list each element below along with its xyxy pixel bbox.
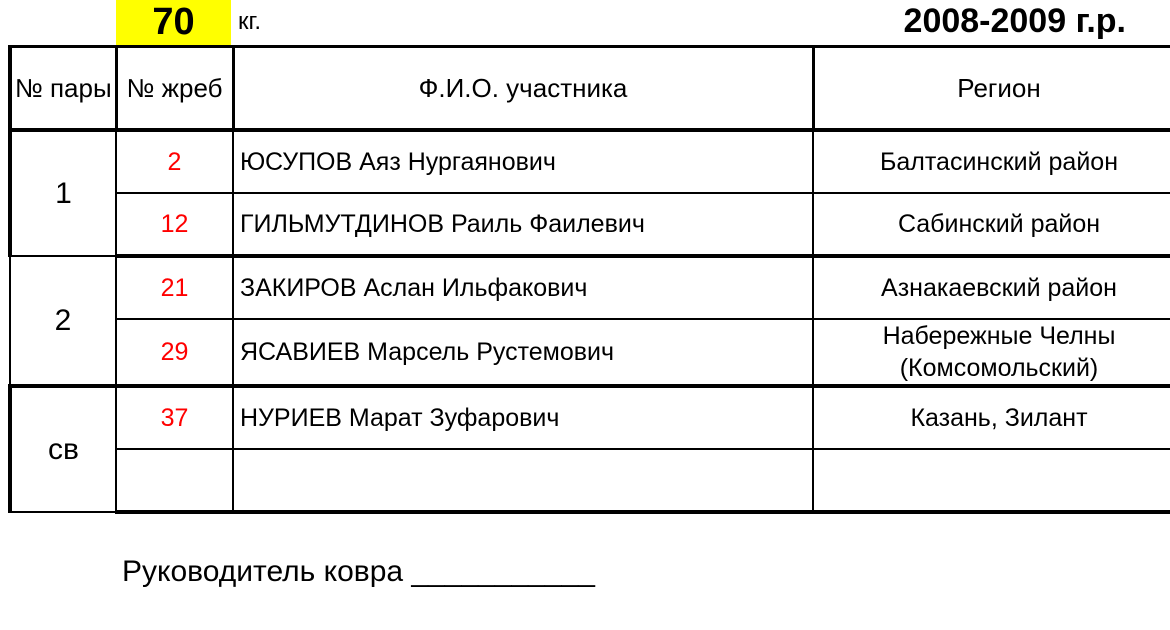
participant-name: ЮСУПОВ Аяз Нургаянович (233, 130, 813, 193)
table-header-row (10, 47, 1170, 131)
participant-name (233, 449, 813, 512)
draw-number: 37 (116, 386, 233, 449)
table-row (10, 319, 1170, 386)
participant-name: НУРИЕВ Марат Зуфарович (233, 386, 813, 449)
participant-region: Сабинский район (813, 193, 1170, 256)
table-row (10, 386, 1170, 449)
participant-region: Балтасинский район (813, 130, 1170, 193)
col-header-name: Ф.И.О. участника (233, 47, 813, 131)
table-row (10, 130, 1170, 193)
weight-category: 70 (116, 0, 231, 45)
weight-unit: кг. (238, 8, 261, 35)
participant-region: Казань, Зилант (813, 386, 1170, 449)
birth-years: 2008-2009 г.р. (903, 2, 1126, 40)
table-row (10, 256, 1170, 319)
pair-number: 1 (10, 130, 116, 256)
col-header-pair: № пары (10, 47, 116, 131)
table-row (10, 193, 1170, 256)
col-header-region: Регион (813, 47, 1170, 131)
participant-region: Азнакаевский район (813, 256, 1170, 319)
participant-region: Набережные Челны (Комсомольский) (813, 319, 1170, 386)
participant-name: ЗАКИРОВ Аслан Ильфакович (233, 256, 813, 319)
draw-number: 2 (116, 130, 233, 193)
participant-region (813, 449, 1170, 512)
draw-number: 29 (116, 319, 233, 386)
col-header-draw: № жреб (116, 47, 233, 131)
draw-number: 12 (116, 193, 233, 256)
participant-name: ГИЛЬМУТДИНОВ Раиль Фаилевич (233, 193, 813, 256)
participant-name: ЯСАВИЕВ Марсель Рустемович (233, 319, 813, 386)
draw-number (116, 449, 233, 512)
table-row (10, 449, 1170, 512)
draw-number: 21 (116, 256, 233, 319)
pair-number: св (10, 386, 116, 512)
pairs-table (8, 45, 1170, 514)
pair-number: 2 (10, 256, 116, 386)
mat-supervisor-signature-line: Руководитель ковра ___________ (122, 555, 595, 588)
